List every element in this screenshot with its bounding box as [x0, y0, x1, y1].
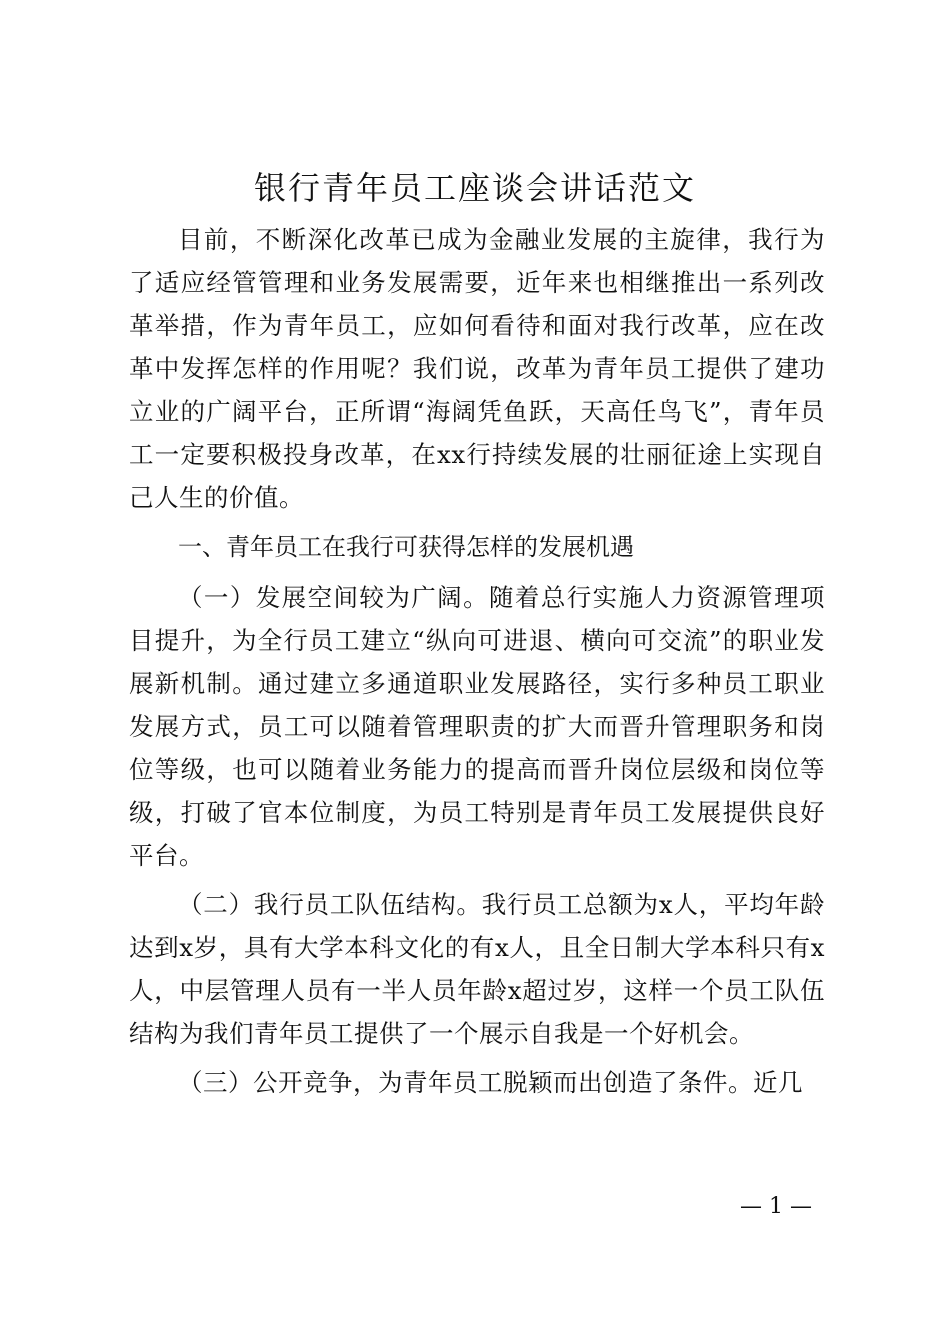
document-body [129, 218, 825, 1104]
point-1-label: （一）发展空间较为广阔。 [178, 583, 489, 612]
intro-paragraph: 目前，不断深化改革已成为金融业发展的主旋律，我行为了适应经管管理和业务发展需要，近年来也相继推出一系列改革举措，作为青年员工，应如何看待和面对我行改革，应在改革中发挥怎样的作用呢？我们说，改革为青年员工提供了建功立业的广阔平台，正所谓“海阔凭鱼跃，天高任鸟飞”，青年员工一定要积极投身改革，在xx行持续发展的壮丽征途上实现自己人生的价值。 [129, 225, 825, 512]
point-3-paragraph [129, 1061, 825, 1104]
point-3-text: 近几 [753, 1068, 803, 1097]
section-heading: 一、青年员工在我行可获得怎样的发展机遇 [178, 533, 634, 561]
point-2-text: 我行员工总额为x人，平均年龄达到x岁，具有大学本科文化的有x人，且全日制大学本科只有x人，中层管理人员有一半人员年龄x超过岁，这样一个员工队伍结构为我们青年员工提供了一个展示自我是一个好机会。 [129, 890, 825, 1048]
point-1-paragraph [129, 576, 825, 877]
point-1-text: 随着总行实施人力资源管理项目提升，为全行员工建立“纵向可进退、横向可交流”的职业发展新机制。通过建立多通道职业发展路径，实行多种员工职业发展方式，员工可以随着管理职责的扩大而晋升管理职务和岗位等级，也可以随着业务能力的提高而晋升岗位层级和岗位等级，打破了官本位制度，为员工特别是青年员工发展提供良好平台。 [129, 583, 825, 870]
page-number: — 1 — [740, 1194, 812, 1219]
point-3-label: （三）公开竞争，为青年员工脱颖而出创造了条件。 [178, 1068, 753, 1097]
document-title: 银行青年员工座谈会讲话范文 [253, 169, 696, 207]
point-2-paragraph [129, 883, 825, 1055]
point-2-label: （二）我行员工队伍结构。 [178, 890, 482, 919]
